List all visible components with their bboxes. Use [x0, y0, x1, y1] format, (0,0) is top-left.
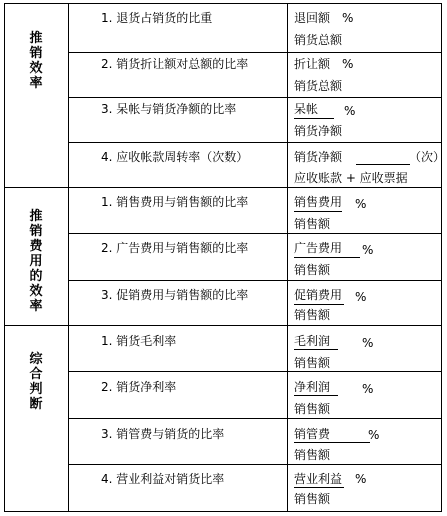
formula-numerator: 促销费用 [294, 288, 343, 302]
formula-denominator: 销货总额 [294, 79, 343, 93]
row-divider [68, 142, 442, 143]
formula-denominator: 销售额 [294, 263, 331, 277]
item-text: 销货净利率 [116, 380, 177, 394]
formula-numerator: 折让额 [294, 57, 331, 71]
item-text: 销货毛利率 [116, 334, 177, 348]
formula-denominator: 销货净额 [294, 124, 343, 138]
fraction-line [294, 304, 344, 305]
formula-denominator: 销售额 [294, 308, 331, 322]
item-text: 销管费与销货的比率 [116, 427, 225, 441]
row-divider [68, 97, 442, 98]
formula-numerator: 广告费用 [294, 241, 343, 255]
formula-denominator: 应收账款 + 应收票据 [294, 171, 408, 185]
formula-unit: % [368, 428, 380, 442]
row-divider [68, 464, 442, 465]
formula-unit: % [362, 243, 374, 257]
group-label-expense-efficiency: 推销费用的效率 [29, 209, 43, 314]
table-row-item [101, 380, 176, 394]
fraction-line [294, 349, 338, 350]
fraction-line [294, 257, 360, 258]
item-number: 3. [101, 102, 113, 116]
item-text: 呆帐与销货净额的比率 [116, 102, 237, 116]
item-text: 销售费用与销售额的比率 [116, 195, 249, 209]
formula-numerator: 销售费用 [294, 195, 343, 209]
item-text: 应收帐款周转率（次数） [116, 150, 249, 164]
formula-numerator: 退回额 [294, 11, 331, 25]
fraction-line [294, 118, 334, 119]
table-row-item [101, 11, 212, 25]
fraction-line [294, 487, 344, 488]
formula-unit: （次） [409, 150, 446, 164]
formula-denominator: 销售额 [294, 356, 331, 370]
table-row-item [101, 102, 236, 116]
item-text: 促销费用与销售额的比率 [116, 288, 249, 302]
formula-denominator: 销货总额 [294, 33, 343, 47]
formula-numerator: 呆帐 [294, 102, 319, 116]
row-divider [68, 52, 442, 53]
item-text: 营业利益对销货比率 [116, 472, 225, 486]
table-row-item [101, 288, 248, 302]
formula-unit: % [342, 11, 354, 25]
formula-numerator: 营业利益 [294, 472, 343, 486]
fraction-line [294, 395, 338, 396]
formula-unit: % [355, 290, 367, 304]
column-divider-formula [287, 3, 288, 512]
fraction-line [356, 164, 410, 165]
table-row-item [101, 334, 176, 348]
item-number: 1. [101, 195, 113, 209]
item-number: 1. [101, 11, 113, 25]
fraction-line [294, 442, 370, 443]
group-label-overall: 综合判断 [29, 352, 43, 412]
fraction-line [294, 211, 342, 212]
formula-denominator: 销售额 [294, 448, 331, 462]
item-number: 3. [101, 427, 113, 441]
item-text: 广告费用与销售额的比率 [116, 241, 249, 255]
item-text: 销货折让额对总额的比率 [116, 57, 249, 71]
item-text: 退货占销货的比重 [116, 11, 213, 25]
formula-numerator: 净利润 [294, 380, 331, 394]
group-divider [4, 187, 442, 188]
formula-denominator: 销售额 [294, 402, 331, 416]
item-number: 4. [101, 472, 113, 486]
row-divider [68, 280, 442, 281]
table-row-item [101, 472, 224, 486]
formula-numerator: 销货净额 [294, 150, 343, 164]
group-divider [4, 325, 442, 326]
formula-numerator: 毛利润 [294, 334, 331, 348]
formula-unit: % [355, 472, 367, 486]
row-divider [68, 371, 442, 372]
table-row-item [101, 241, 248, 255]
formula-denominator: 销售额 [294, 492, 331, 506]
group-label-sales-efficiency: 推销效率 [29, 31, 43, 91]
formula-unit: % [344, 104, 356, 118]
formula-unit: % [355, 197, 367, 211]
item-number: 1. [101, 334, 113, 348]
column-divider-group [68, 3, 69, 512]
formula-unit: % [362, 336, 374, 350]
table-row-item [101, 195, 248, 209]
item-number: 3. [101, 288, 113, 302]
formula-unit: % [342, 57, 354, 71]
formula-denominator: 销售额 [294, 217, 331, 231]
item-number: 2. [101, 380, 113, 394]
formula-unit: % [362, 382, 374, 396]
row-divider [68, 233, 442, 234]
item-number: 4. [101, 150, 113, 164]
table-row-item [101, 150, 248, 164]
formula-numerator: 销管费 [294, 427, 331, 441]
item-number: 2. [101, 57, 113, 71]
row-divider [68, 418, 442, 419]
table-row-item [101, 57, 248, 71]
item-number: 2. [101, 241, 113, 255]
table-row-item [101, 427, 224, 441]
